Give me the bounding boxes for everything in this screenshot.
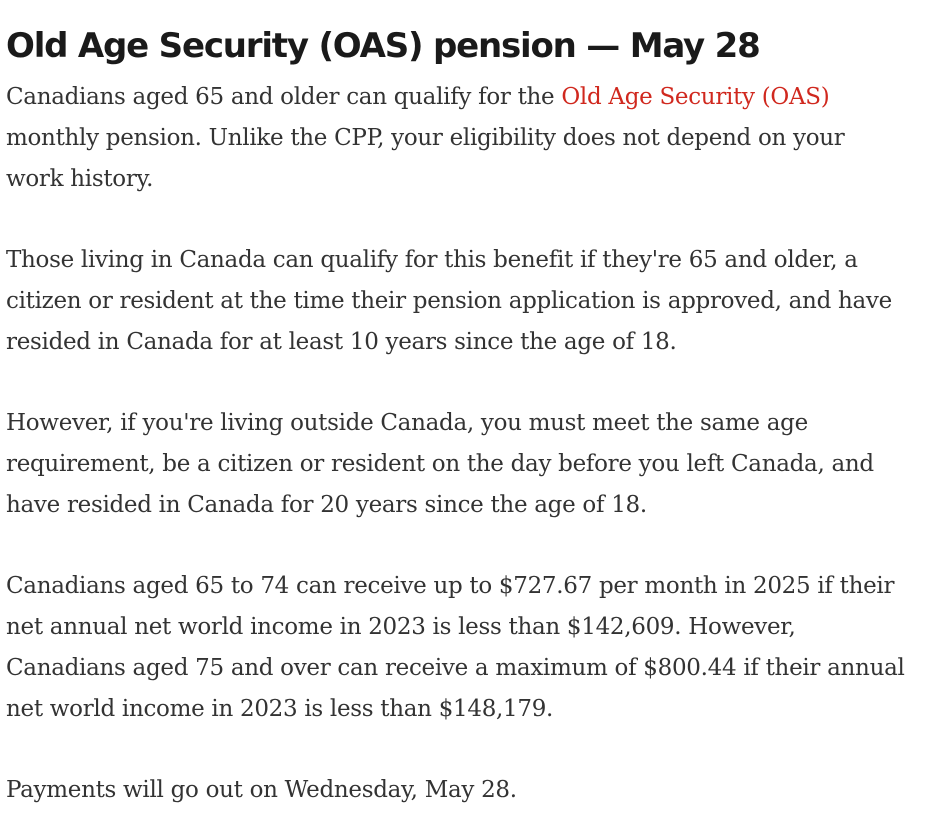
paragraph-oas-intro xyxy=(6,77,906,200)
oas-link[interactable]: Old Age Security (OAS) xyxy=(561,84,830,110)
paragraph-text: monthly pension. Unlike the CPP, your eligibility does not depend on your work history. xyxy=(6,125,845,192)
article-section xyxy=(6,20,906,811)
paragraph-payment-date: Payments will go out on Wednesday, May 28. xyxy=(6,777,517,803)
paragraph-eligibility-in-canada: Those living in Canada can qualify for this benefit if they're 65 and older, a citizen or resident at the time their pension application is approved, and have resided in Canada for at least 10 years since the age of 18. xyxy=(6,247,892,355)
section-heading: Old Age Security (OAS) pension — May 28 xyxy=(6,26,760,66)
paragraph-eligibility-outside-canada: However, if you're living outside Canada, you must meet the same age requirement, be a citizen or resident on the day before you left Canada, and have resided in Canada for 20 years since the age of 18. xyxy=(6,410,874,518)
paragraph-payment-amounts: Canadians aged 65 to 74 can receive up to $727.67 per month in 2025 if their net annual net world income in 2023 is less than $142,609. However, Canadians aged 75 and over can receive a maximum of $800.44 if their annual net world income in 2023 is less than $148,179. xyxy=(6,573,905,722)
paragraph-text: Canadians aged 65 and older can qualify for the xyxy=(6,84,562,110)
